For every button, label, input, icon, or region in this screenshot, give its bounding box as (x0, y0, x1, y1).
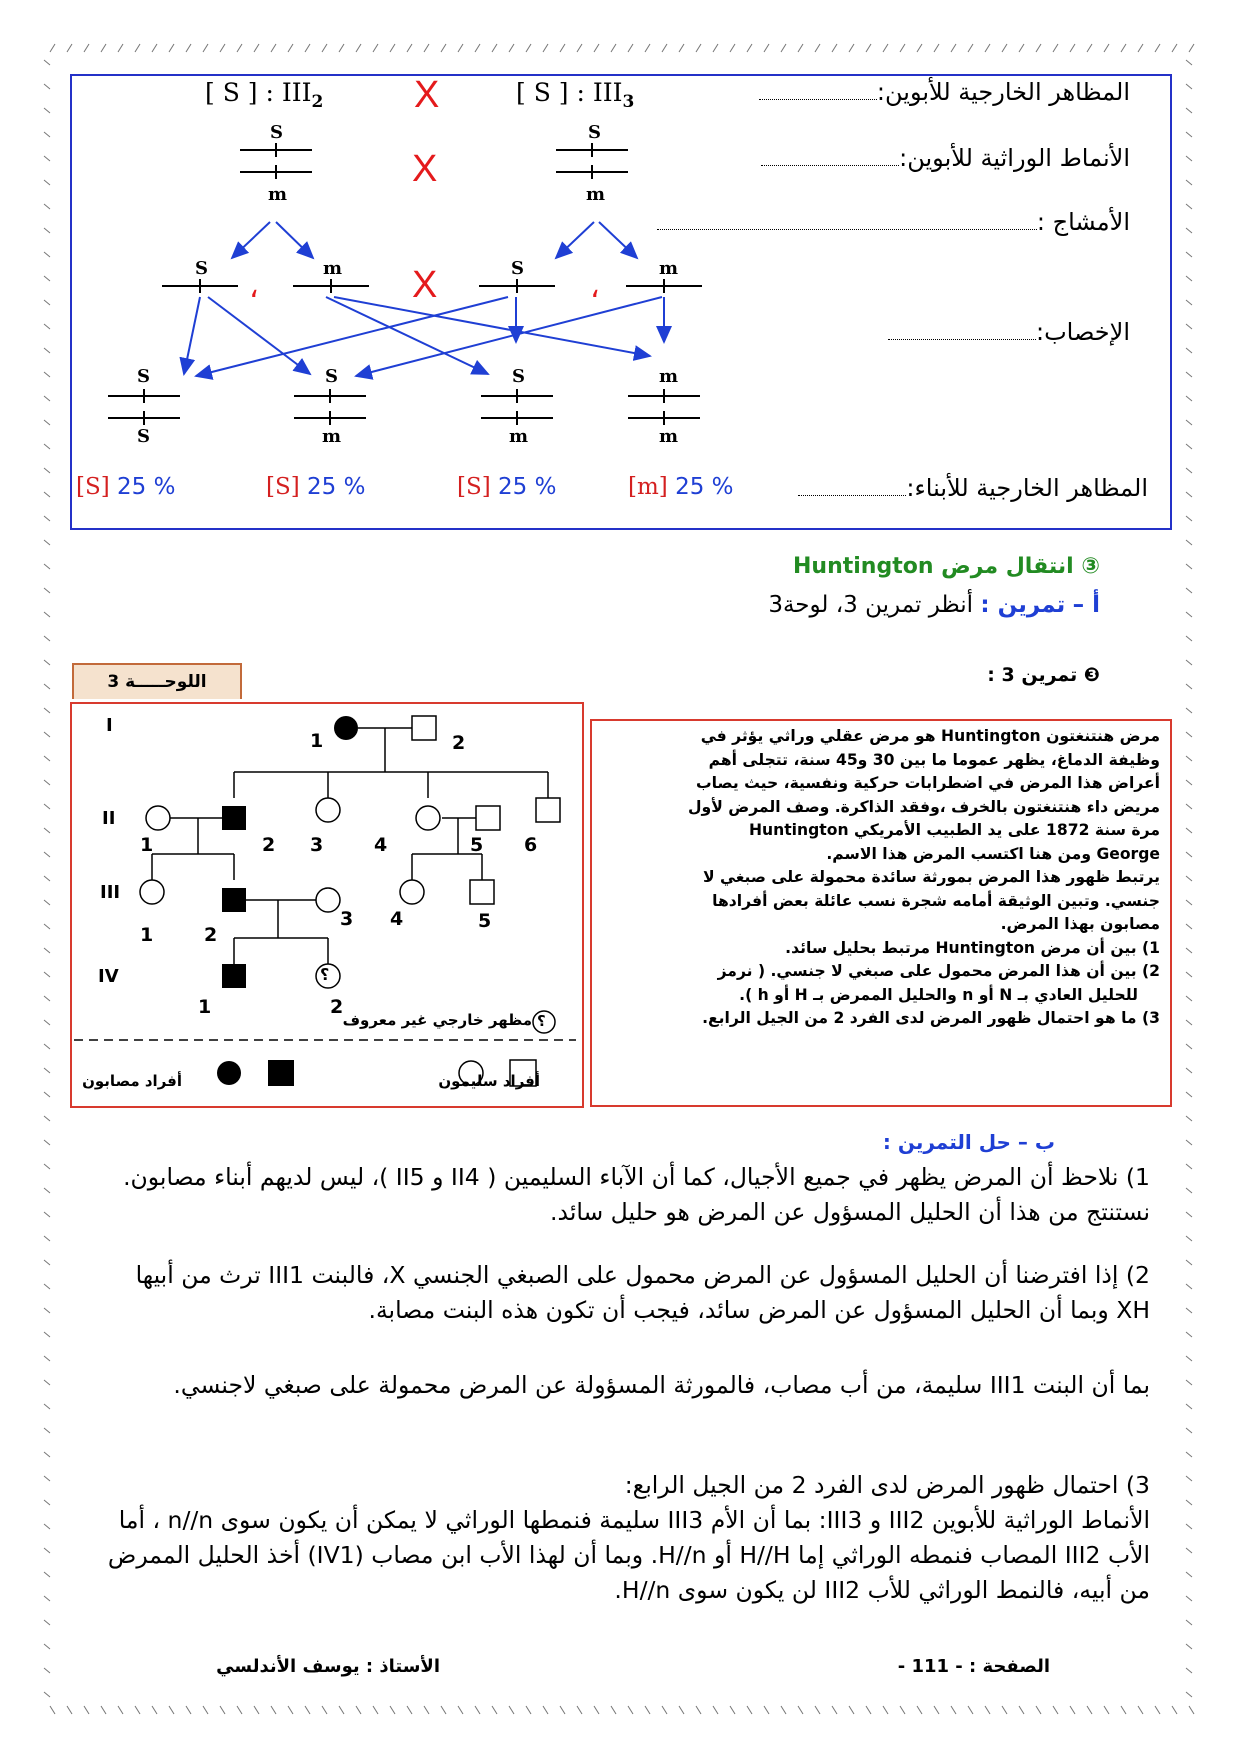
exercise-heading: ❸ تمرين 3 : (987, 664, 1100, 686)
gamete-allele: m (323, 258, 343, 279)
exercise-line: مرض هنتنغتون Huntington هو مرض عقلي وراثي يؤثر في (700, 727, 1160, 745)
exercise-line: مرة سنة 1872 على يد الطبيب الأمريكي Huntington (748, 821, 1160, 839)
unknown-mark: ؟ (537, 1012, 546, 1030)
fertilization-label: الإخصاب: (888, 318, 1130, 346)
pedigree-healthy-male (412, 716, 436, 740)
pedigree-individuals (140, 716, 560, 1033)
individual-number: 2 (452, 732, 466, 754)
pedigree-healthy-female (146, 806, 170, 830)
exercise-question: للحليل العادي بـ N أو n والحليل الممرض بـ H أو h ). (739, 985, 1138, 1004)
offspring-label: المظاهر الخارجية للأبناء: (798, 474, 1148, 502)
page-number: الصفحة : - 111 - (897, 1656, 1050, 1677)
individual-number: 2 (330, 996, 344, 1018)
generation-label: I (106, 715, 113, 736)
offspring-result: [S] 25 % (457, 474, 557, 500)
section-heading: ③ انتقال مرض Huntington (793, 554, 1100, 579)
comma: ، (249, 270, 259, 305)
exercise-line: وظيفة الدماغ، يظهر عموما ما بين 30 و45 سنة، تتجلى أهم (708, 750, 1160, 769)
exercise-line: أعراض هذا المرض في اضطرابات حركية ونفسية، حيث يصاب (695, 774, 1160, 792)
individual-number: 3 (340, 908, 354, 930)
solution-paragraph-1: 1) نلاحظ أن المرض يظهر في جميع الأجيال، كما أن الآباء السليمين ( II4 و II5 )، ليس لديهم أبناء مصابون. نستنتج من هذا أن الحليل المسؤول عن المرض هو حليل سائد. (123, 1163, 1150, 1226)
pedigree-healthy-male (476, 806, 500, 830)
gamete-allele: S (195, 258, 208, 279)
legend-affected: أفراد مصابون (82, 1072, 182, 1090)
offspring-allele: m (659, 366, 679, 387)
legend-healthy: أفراد سليمون (438, 1072, 540, 1090)
pedigree-affected-female (334, 716, 358, 740)
author: الأستاذ : يوسف الأندلسي (216, 1656, 440, 1677)
cross-diagram-lines (0, 0, 1240, 560)
parents-phenotype-label: المظاهر الخارجية للأبوين: (759, 78, 1130, 106)
solution-heading: ب – حل التمرين : (882, 1130, 1055, 1154)
offspring-result: [m] 25 % (628, 474, 734, 500)
generation-label: II (102, 808, 116, 829)
pedigree-healthy-female (316, 888, 340, 912)
individual-number: 1 (140, 924, 154, 946)
exercise-question: 2) بين أن هذا المرض محمول على صبغي لا جنسي. ( نرمز (717, 962, 1160, 980)
section-subheading: أ – تمرين : أنظر تمرين 3، لوحة3 (768, 592, 1100, 618)
generation-label: IV (98, 966, 119, 987)
exercise-line: مصابون بهذا المرض. (1000, 915, 1160, 933)
individual-number: 6 (524, 834, 538, 856)
pedigree-healthy-female (416, 806, 440, 830)
individual-number: 2 (262, 834, 276, 856)
exercise-line: جنسي. وتبين الوثيقة أمامه شجرة نسب عائلة بعض أفرادها (712, 891, 1160, 910)
offspring-allele: S (512, 366, 525, 387)
panel-title: اللوحـــــة 3 (72, 663, 242, 699)
exercise-question: 3) ما هو احتمال ظهور المرض لدى الفرد 2 من الجيل الرابع. (702, 1009, 1160, 1027)
exercise-question: 1) بين أن مرض Huntington مرتبط بحليل سائد. (785, 938, 1160, 957)
cross-symbol: X (412, 264, 438, 306)
solution-paragraph-2b: بما أن البنت III1 سليمة، من أب مصاب، فالمورثة المسؤولة عن المرض محمولة على صبغي لاجنسي. (173, 1371, 1150, 1399)
pedigree-healthy-male (536, 798, 560, 822)
individual-number: 5 (478, 910, 492, 932)
exercise-text-box (590, 719, 1172, 1107)
individual-number: 1 (198, 996, 212, 1018)
pedigree-healthy-female (316, 798, 340, 822)
individual-number: 4 (390, 908, 404, 930)
gamete-allele: S (511, 258, 524, 279)
offspring-allele: S (137, 366, 150, 387)
parent-left-phenotype: [ S ] : $III_2$ (205, 78, 324, 112)
parent-right-phenotype: [ S ] : $III_3$ (516, 78, 635, 112)
pedigree-healthy-male (470, 880, 494, 904)
allele-label: S (588, 122, 601, 143)
exercise-line: George ومن هنا اكتسب المرض هذا الاسم. (826, 844, 1160, 863)
offspring-allele: S (137, 426, 150, 447)
individual-number: 1 (140, 834, 154, 856)
legend-unknown: مظهر خارجي غير معروف (342, 1011, 532, 1029)
individual-number: 3 (310, 834, 324, 856)
individual-number: 1 (310, 730, 324, 752)
offspring-allele: m (509, 426, 529, 447)
comma: ، (590, 270, 600, 305)
generation-label: III (100, 882, 121, 903)
exercise-line: يرتبط ظهور هذا المرض بمورثة سائدة محمولة على صبغي لا (702, 868, 1160, 886)
pedigree-affected-male (222, 806, 246, 830)
solution-paragraph-3: 3) احتمال ظهور المرض لدى الفرد 2 من الجيل الرابع: (624, 1471, 1150, 1499)
offspring-allele: m (659, 426, 679, 447)
individual-number: 2 (204, 924, 218, 946)
parents-genotype-label: الأنماط الوراثية للأبوين: (761, 144, 1130, 172)
pedigree-healthy-female (140, 880, 164, 904)
allele-label: m (586, 184, 606, 205)
unknown-mark: ؟ (320, 965, 330, 984)
offspring-allele: S (325, 366, 338, 387)
exercise-line: مريض داء هنتنغتون بالخرف ،وفقد الذاكرة. وصف المرض لأول (687, 797, 1160, 816)
solution-paragraph-2: 2) إذا افترضنا أن الحليل المسؤول عن المرض محمول على الصبغي الجنسي X، فالبنت III1 ترث من أبيها XH وبما أن الحليل المسؤول عن المرض سائد، فيجب أن تكون هذه البنت مصابة. (135, 1261, 1150, 1324)
offspring-allele: m (322, 426, 342, 447)
pedigree-healthy-female (400, 880, 424, 904)
gametes-label: الأمشاج : (657, 208, 1130, 236)
individual-number: 4 (374, 834, 388, 856)
allele-label: m (268, 184, 288, 205)
cross-symbol: X (414, 74, 440, 116)
gamete-allele: m (659, 258, 679, 279)
pedigree-affected-male (222, 888, 246, 912)
individual-number: 5 (470, 834, 484, 856)
pedigree-affected-male (222, 964, 246, 988)
offspring-result: [S] 25 % (266, 474, 366, 500)
solution-paragraph-3b: الأنماط الوراثية للأبوين III2 و III3: بما أن الأم III3 سليمة فنمطها الوراثي لا يمكن أن يكون سوى n//n ، أما الأب III2 المصاب فنمطه الوراثي إما H//H أو H//n. وبما أن لهذا الأب ابن مصاب (IV1) أخذ الحليل الممرض من أبيه، فالنمط الوراثي للأب III2 لن يكون سوى H//n. (107, 1506, 1150, 1604)
offspring-result: [S] 25 % (76, 474, 176, 500)
allele-label: S (270, 122, 283, 143)
pedigree-chart (70, 702, 582, 1106)
cross-symbol: X (412, 148, 438, 190)
